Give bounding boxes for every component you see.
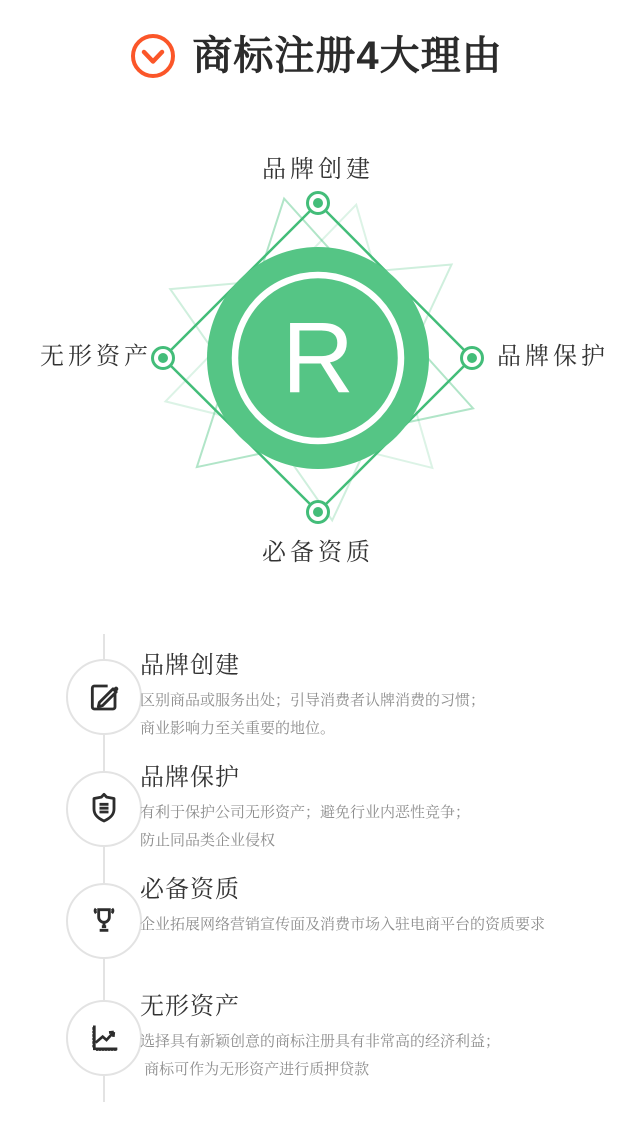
reason-desc-line: 商标可作为无形资产进行质押贷款 [140, 1061, 370, 1078]
chevron-down-circle-icon [129, 32, 177, 80]
reason-title: 无形资产 [140, 993, 240, 1020]
diagram-label-brand-creation: 品牌创建 [262, 156, 374, 183]
reason-desc-line: 区别商品或服务出处；引导消费者认牌消费的习惯； [140, 692, 486, 709]
diagram-label-required-qualification: 必备资质 [262, 539, 374, 566]
reason-title: 必备资质 [140, 876, 240, 903]
trademark-diagram [0, 140, 632, 580]
node-right [462, 348, 483, 369]
chart-growth-icon [84, 1018, 124, 1058]
reason-desc-line: 防止同品类企业侵权 [140, 832, 276, 849]
registered-mark-badge [207, 247, 429, 469]
diagram-label-brand-protection: 品牌保护 [497, 343, 609, 370]
node-left [153, 348, 174, 369]
page-title: 商标注册4大理由 [192, 34, 503, 78]
reason-title: 品牌创建 [140, 652, 240, 679]
shield-icon [84, 789, 124, 829]
registered-mark-letter: R [281, 302, 355, 414]
diagram-label-intangible-asset: 无形资产 [40, 343, 152, 370]
reason-title: 品牌保护 [140, 764, 240, 791]
node-top [308, 193, 329, 214]
node-bottom [308, 502, 329, 523]
section-header [0, 30, 632, 82]
edit-pencil-icon [84, 677, 124, 717]
reason-desc-line: 企业拓展网络营销宣传面及消费市场入驻电商平台的资质要求 [140, 916, 546, 933]
reason-desc-line: 有利于保护公司无形资产；避免行业内恶性竞争； [140, 804, 471, 821]
reason-icon-circle [66, 883, 142, 959]
reason-icon-circle [66, 1000, 142, 1076]
reason-desc-line: 选择具有新颖创意的商标注册具有非常高的经济利益； [140, 1033, 501, 1050]
reason-desc-line: 商业影响力至关重要的地位。 [140, 720, 336, 737]
reason-icon-circle [66, 771, 142, 847]
reason-icon-circle [66, 659, 142, 735]
trophy-icon [84, 901, 124, 941]
